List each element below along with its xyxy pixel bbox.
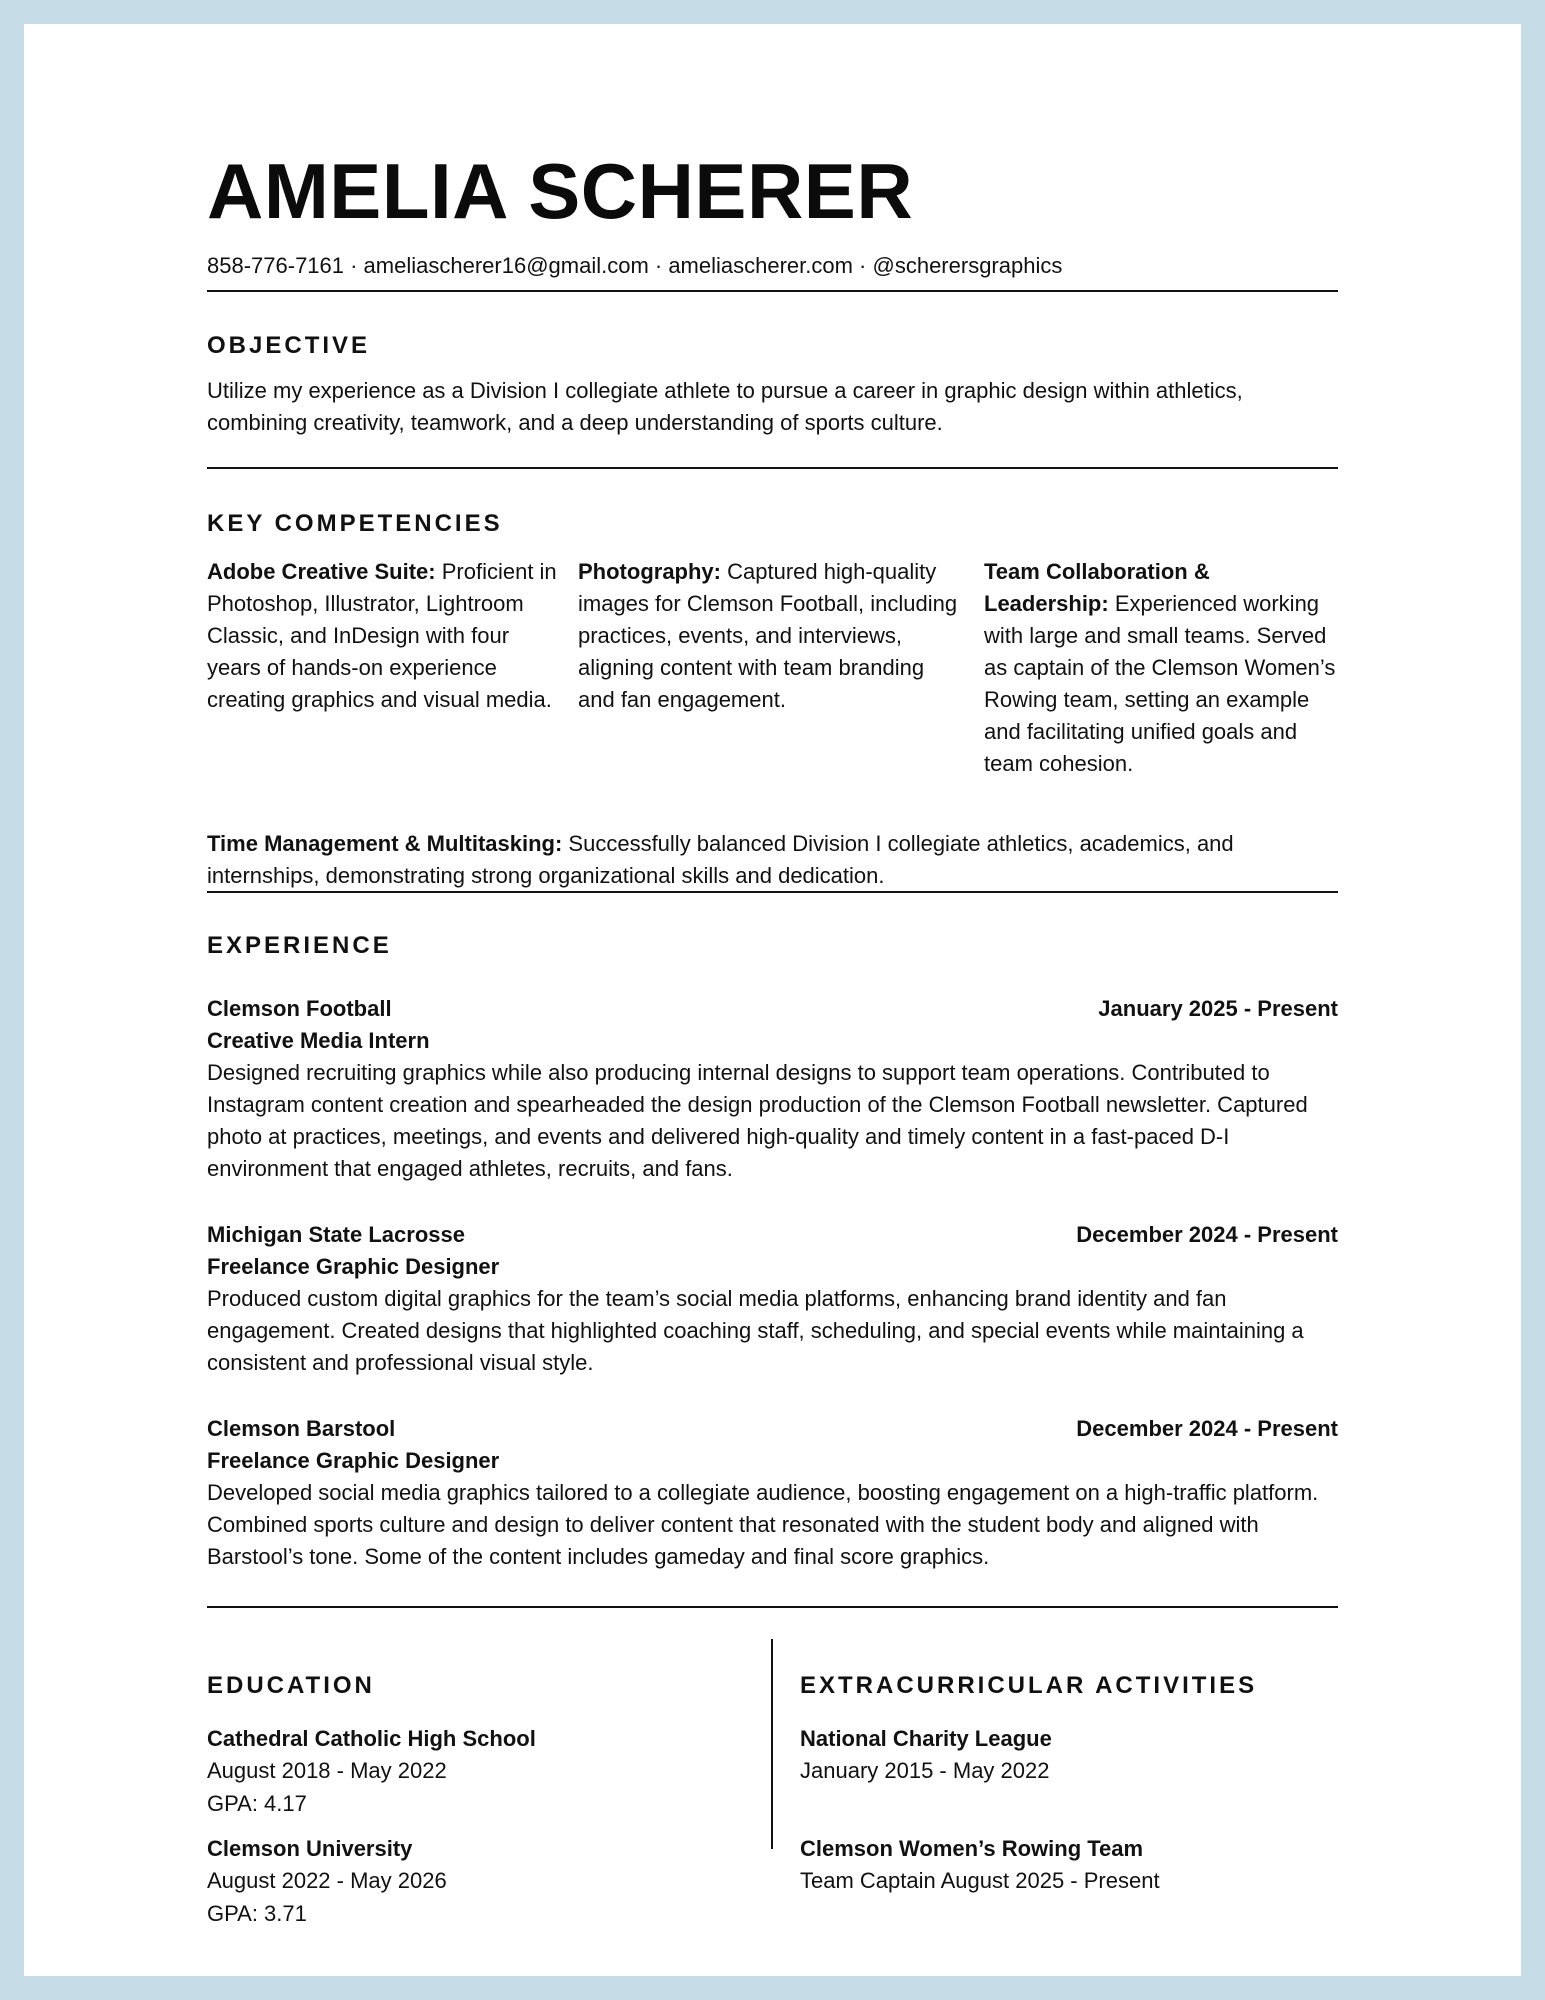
contact-line: 858-776-7161 · ameliascherer16@gmail.com · ameliascherer.com · @scherersgraphics bbox=[207, 253, 1063, 278]
competency-label: Team Collaboration & Leadership: bbox=[984, 559, 1210, 616]
school-name: Cathedral Catholic High School bbox=[207, 1726, 536, 1751]
objective-heading: OBJECTIVE bbox=[207, 332, 371, 359]
job-dates: January 2025 - Present bbox=[1098, 996, 1338, 1021]
competency-text: Experienced working with large and small teams. Served as captain of the Clemson Women’s Rowing team, setting an example and facilitating unified goals and team cohesion. bbox=[984, 591, 1336, 776]
competency-photography bbox=[578, 556, 963, 716]
experience-heading: EXPERIENCE bbox=[207, 932, 392, 959]
competency-label: Time Management & Multitasking: bbox=[207, 831, 563, 856]
objective-text: Utilize my experience as a Division I collegiate athlete to pursue a career in graphic design within athletics, combining creativity, teamwork, and a deep understanding of sports culture. bbox=[207, 378, 1243, 435]
job-description: Produced custom digital graphics for the team’s social media platforms, enhancing brand identity and fan engagement. Created designs that highlighted coaching staff, scheduling, and special events while maintaining a consistent and professional visual style. bbox=[207, 1286, 1304, 1375]
divider bbox=[207, 467, 1338, 469]
competency-text: Captured high-quality images for Clemson Football, including practices, events, and interviews, aligning content with team branding and fan engagement. bbox=[578, 559, 958, 712]
job-description: Designed recruiting graphics while also producing internal designs to support team operations. Contributed to Instagram content creation and spearheaded the design production of the Clemson Football newsletter. Captured photo at practices, meetings, and events and delivered high-quality and timely content in a fast-paced D-I environment that engaged athletes, recruits, and fans. bbox=[207, 1060, 1308, 1181]
column-divider bbox=[771, 1639, 773, 1849]
school-dates: August 2018 - May 2022 bbox=[207, 1758, 447, 1783]
competency-text: Successfully balanced Division I collegiate athletics, academics, and internships, demonstrating strong organizational skills and dedication. bbox=[207, 831, 1234, 888]
education-heading: EDUCATION bbox=[207, 1672, 375, 1699]
competency-time-management bbox=[207, 828, 1338, 892]
job-header bbox=[207, 1413, 1338, 1445]
job-company: Michigan State Lacrosse bbox=[207, 1222, 465, 1247]
competency-label: Adobe Creative Suite: bbox=[207, 559, 436, 584]
divider bbox=[207, 1606, 1338, 1608]
divider bbox=[207, 290, 1338, 292]
competency-team-collaboration bbox=[984, 556, 1338, 780]
school-dates: August 2022 - May 2026 bbox=[207, 1868, 447, 1893]
job-role: Creative Media Intern bbox=[207, 1028, 430, 1053]
school-gpa: GPA: 3.71 bbox=[207, 1901, 307, 1926]
competencies-heading: KEY COMPETENCIES bbox=[207, 510, 503, 537]
job-role: Freelance Graphic Designer bbox=[207, 1254, 500, 1279]
job-company: Clemson Football bbox=[207, 996, 392, 1021]
job-dates: December 2024 - Present bbox=[1076, 1222, 1338, 1247]
job-header bbox=[207, 993, 1338, 1025]
activity-name: National Charity League bbox=[800, 1726, 1052, 1751]
job-role: Freelance Graphic Designer bbox=[207, 1448, 500, 1473]
school-gpa: GPA: 4.17 bbox=[207, 1791, 307, 1816]
activity-name: Clemson Women’s Rowing Team bbox=[800, 1836, 1144, 1861]
job-company: Clemson Barstool bbox=[207, 1416, 396, 1441]
candidate-name: AMELIA SCHERER bbox=[207, 147, 914, 235]
divider bbox=[207, 891, 1338, 893]
activity-detail: Team Captain August 2025 - Present bbox=[800, 1868, 1160, 1893]
resume-page bbox=[24, 24, 1521, 1976]
competency-adobe bbox=[207, 556, 562, 716]
school-name: Clemson University bbox=[207, 1836, 413, 1861]
extracurricular-heading: EXTRACURRICULAR ACTIVITIES bbox=[800, 1672, 1258, 1699]
job-header bbox=[207, 1219, 1338, 1251]
activity-detail: January 2015 - May 2022 bbox=[800, 1758, 1050, 1783]
job-description: Developed social media graphics tailored to a collegiate audience, boosting engagement on a high-traffic platform. Combined sports culture and design to deliver content that resonated with the student body and aligned with Barstool’s tone. Some of the content includes gameday and final score graphics. bbox=[207, 1480, 1319, 1569]
competency-text: Proficient in Photoshop, Illustrator, Lightroom Classic, and InDesign with four years of hands-on experience creating graphics and visual media. bbox=[207, 559, 557, 712]
competency-label: Photography: bbox=[578, 559, 721, 584]
job-dates: December 2024 - Present bbox=[1076, 1416, 1338, 1441]
